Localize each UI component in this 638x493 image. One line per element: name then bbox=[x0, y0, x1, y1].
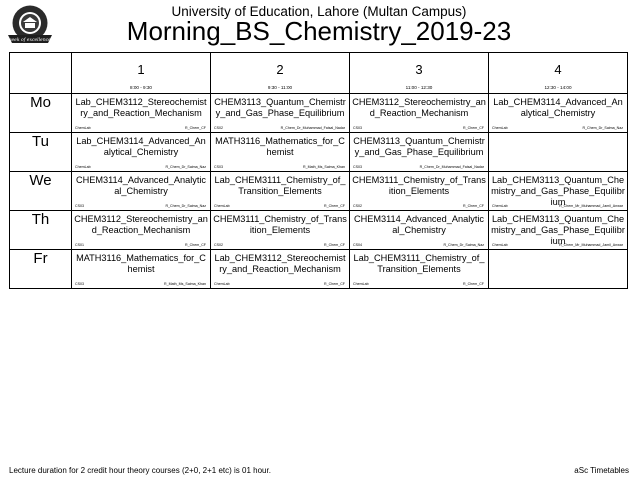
lesson-room: ChemLab bbox=[214, 282, 230, 286]
empty-cell bbox=[489, 250, 628, 289]
lesson-room: CS03 bbox=[75, 204, 84, 208]
lesson-subject: CHEM3112_Stereochemistry_and_Reaction_Mechanism bbox=[74, 214, 208, 235]
corner-cell bbox=[10, 53, 72, 94]
lesson-teacher: R_Chem_CF bbox=[324, 204, 345, 208]
lesson-subject: MATH3116_Mathematics_for_Chemist bbox=[76, 253, 206, 274]
lesson-cell bbox=[211, 133, 350, 172]
lesson-teacher: R_Chem_CF bbox=[324, 243, 345, 247]
lesson-room: ChemLab bbox=[492, 204, 508, 208]
lesson-teacher: R_Chem_CF bbox=[324, 282, 345, 286]
lesson-cell bbox=[72, 211, 211, 250]
empty-cell bbox=[489, 133, 628, 172]
lesson-room: ChemLab bbox=[75, 126, 91, 130]
period-time: 11:00 - 12:30 bbox=[405, 85, 433, 90]
lesson-teacher: R_Chem_CF bbox=[463, 204, 484, 208]
period-time: 12:30 - 14:00 bbox=[544, 85, 572, 90]
lesson-teacher: R_Chem_Dr_Saima_Naz bbox=[443, 243, 484, 247]
university-name: University of Education, Lahore (Multan Campus) bbox=[171, 4, 467, 19]
lesson-subject: CHEM3111_Chemistry_of_Transition_Elements bbox=[352, 175, 486, 196]
lesson-subject: CHEM3111_Chemistry_of_Transition_Elements bbox=[213, 214, 347, 235]
lesson-teacher: R_Chem_Dr_Saima_Naz bbox=[165, 165, 206, 169]
lesson-cell bbox=[489, 172, 628, 211]
lesson-cell bbox=[350, 172, 489, 211]
lesson-teacher: R_Chem_Dr_Muhammad_Faisal_Nadar bbox=[280, 126, 345, 130]
footer-credit: aSc Timetables bbox=[574, 466, 629, 475]
day-label: Tu bbox=[10, 133, 72, 172]
svg-text:seek of excellence: seek of excellence bbox=[9, 38, 51, 43]
lesson-cell bbox=[350, 250, 489, 289]
lesson-room: ChemLab bbox=[492, 243, 508, 247]
footer-note: Lecture duration for 2 credit hour theory courses (2+0, 2+1 etc) is 01 hour. bbox=[9, 466, 271, 475]
period-header-4 bbox=[489, 53, 628, 94]
lesson-subject: Lab_CHEM3113_Quantum_Chemistry_and_Gas_Phase_Equilibrium bbox=[491, 214, 625, 246]
lesson-teacher: R_Math_Ms_Saima_Khan bbox=[164, 282, 206, 286]
lesson-teacher: R_Chem_CF bbox=[463, 126, 484, 130]
day-row-tu bbox=[10, 133, 628, 172]
lesson-room: CS03 bbox=[353, 126, 362, 130]
lesson-subject: CHEM3113_Quantum_Chemistry_and_Gas_Phase_Equilibrium bbox=[353, 136, 485, 157]
day-row-th bbox=[10, 211, 628, 250]
period-time: 8:00 - 9:30 bbox=[130, 85, 152, 90]
lesson-cell bbox=[211, 94, 350, 133]
lesson-room: CS02 bbox=[353, 204, 362, 208]
lesson-subject: Lab_CHEM3114_Advanced_Analytical_Chemistry bbox=[76, 136, 206, 157]
day-label: Mo bbox=[10, 94, 72, 133]
lesson-cell bbox=[72, 94, 211, 133]
lesson-cell bbox=[72, 172, 211, 211]
lesson-subject: Lab_CHEM3114_Advanced_Analytical_Chemistry bbox=[493, 97, 623, 118]
lesson-room: ChemLab bbox=[353, 282, 369, 286]
period-header-1 bbox=[72, 53, 211, 94]
lesson-cell bbox=[350, 94, 489, 133]
lesson-cell bbox=[211, 250, 350, 289]
period-number: 1 bbox=[137, 62, 145, 77]
lesson-teacher: R_Chem_Dr_Saima_Naz bbox=[165, 204, 206, 208]
lesson-subject: Lab_CHEM3111_Chemistry_of_Transition_Elements bbox=[353, 253, 485, 274]
lesson-teacher: R_Chem_Mr_Muhammad_Jamil_Anwar bbox=[559, 243, 623, 247]
lesson-subject: MATH3116_Mathematics_for_Chemist bbox=[215, 136, 345, 157]
lesson-room: CS02 bbox=[214, 126, 223, 130]
lesson-room: ChemLab bbox=[214, 204, 230, 208]
page-title: Morning_BS_Chemistry_2019-23 bbox=[126, 16, 512, 46]
day-label: We bbox=[10, 172, 72, 211]
lesson-cell bbox=[489, 211, 628, 250]
lesson-subject: Lab_CHEM3113_Quantum_Chemistry_and_Gas_Phase_Equilibrium bbox=[491, 175, 625, 207]
lesson-cell bbox=[350, 133, 489, 172]
day-row-we bbox=[10, 172, 628, 211]
lesson-teacher: R_Math_Ms_Saima_Khan bbox=[303, 165, 345, 169]
lesson-cell bbox=[489, 94, 628, 133]
period-header-2 bbox=[211, 53, 350, 94]
lesson-teacher: R_Chem_Dr_Saima_Naz bbox=[582, 126, 623, 130]
lesson-teacher: R_Chem_CF bbox=[185, 126, 206, 130]
period-header-row bbox=[10, 53, 628, 94]
lesson-teacher: R_Chem_Dr_Muhammad_Faisal_Nadar bbox=[419, 165, 484, 169]
lesson-cell bbox=[211, 172, 350, 211]
lesson-room: ChemLab bbox=[492, 126, 508, 130]
period-time: 9:30 - 11:00 bbox=[267, 85, 293, 90]
lesson-room: CS04 bbox=[353, 243, 362, 247]
lesson-subject: Lab_CHEM3112_Stereochemistry_and_Reaction_Mechanism bbox=[214, 253, 346, 274]
lesson-teacher: R_Chem_Mr_Muhammad_Jamil_Anwar bbox=[559, 204, 623, 208]
period-header-3 bbox=[350, 53, 489, 94]
day-label: Fr bbox=[10, 250, 72, 289]
day-label: Th bbox=[10, 211, 72, 250]
lesson-subject: CHEM3112_Stereochemistry_and_Reaction_Mechanism bbox=[352, 97, 486, 118]
lesson-subject: Lab_CHEM3112_Stereochemistry_and_Reaction_Mechanism bbox=[75, 97, 207, 118]
timetable-grid bbox=[9, 52, 628, 289]
lesson-room: CS03 bbox=[75, 282, 84, 286]
lesson-room: CS03 bbox=[353, 165, 362, 169]
lesson-room: ChemLab bbox=[75, 165, 91, 169]
lesson-cell bbox=[72, 250, 211, 289]
lesson-room: CS03 bbox=[214, 165, 223, 169]
lesson-cell bbox=[350, 211, 489, 250]
period-number: 4 bbox=[554, 62, 562, 77]
lesson-subject: CHEM3114_Advanced_Analytical_Chemistry bbox=[353, 214, 485, 235]
day-row-fr bbox=[10, 250, 628, 289]
lesson-cell bbox=[72, 133, 211, 172]
lesson-cell bbox=[211, 211, 350, 250]
day-row-mo bbox=[10, 94, 628, 133]
lesson-room: CS01 bbox=[75, 243, 84, 247]
lesson-room: CS02 bbox=[214, 243, 223, 247]
lesson-subject: Lab_CHEM3111_Chemistry_of_Transition_Elements bbox=[214, 175, 346, 196]
period-number: 3 bbox=[415, 62, 423, 77]
lesson-teacher: R_Chem_CF bbox=[185, 243, 206, 247]
lesson-subject: CHEM3114_Advanced_Analytical_Chemistry bbox=[75, 175, 207, 196]
period-number: 2 bbox=[276, 62, 284, 77]
lesson-subject: CHEM3113_Quantum_Chemistry_and_Gas_Phase_Equilibrium bbox=[214, 97, 346, 118]
lesson-teacher: R_Chem_CF bbox=[463, 282, 484, 286]
